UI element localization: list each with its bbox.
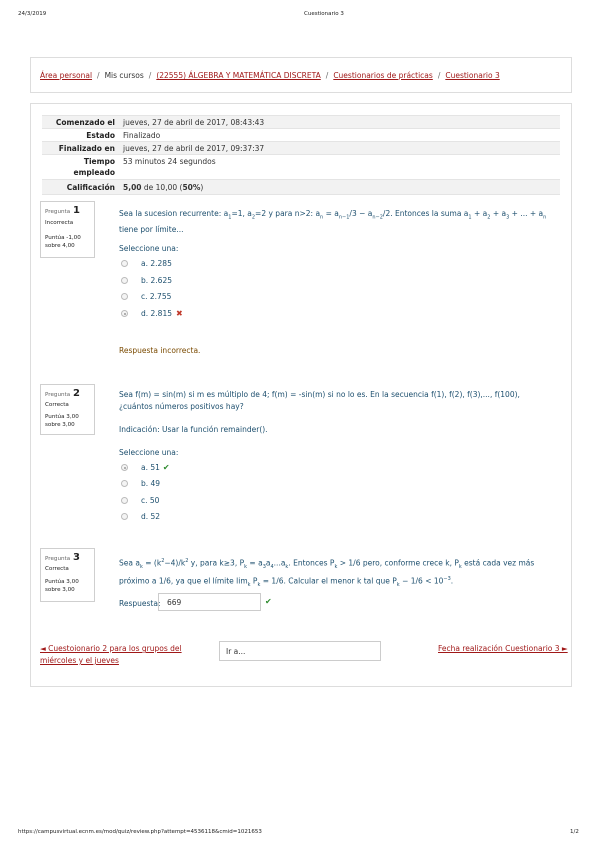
- question-text-3: Sea $a_k = (k^2-4)/k^2$ y, para k≥3, $P_k = a_3a_4...a_k$. Entonces $P_k > 1/6$ pero, conforme crece k, $P_k$ está cada vez más próximo a 1/6, ya que el límite $\lim_k P_k = 1/6$. Calcular el menor k tal que $P_k - 1/6 < 10^{-3}$.: [119, 558, 535, 588]
- incorrect-icon: ✖: [176, 309, 183, 318]
- print-title: Cuestionario 3: [304, 11, 344, 17]
- jump-to-select[interactable]: Ir a...: [219, 641, 381, 661]
- points-max: sobre 4,00: [45, 243, 75, 249]
- option-label: b. 49: [141, 479, 161, 488]
- option-label: a. 2.285: [141, 259, 172, 268]
- question-number: 3: [72, 552, 80, 563]
- print-date: 24/3/2019: [18, 11, 47, 17]
- question-label: Pregunta: [45, 556, 71, 562]
- radio-button[interactable]: [121, 293, 128, 300]
- question-text-2: Sea f(m) = sin(m) si m es múltiplo de 4; f(m) = -sin(m) si no lo es. En la secuencia f(1), f(2), f(3),..., f(100), ¿cuántos números positivos hay?: [119, 390, 520, 411]
- select-label: Seleccione una:: [119, 244, 179, 253]
- points-score: Puntúa 3,00: [45, 579, 79, 585]
- radio-button[interactable]: [121, 497, 128, 504]
- option-label: c. 50: [141, 496, 160, 505]
- question-status: Correcta: [45, 402, 69, 408]
- summary-grade: [123, 183, 203, 192]
- summary-label: Calificación: [66, 183, 115, 192]
- summary-row-estado: [42, 128, 560, 142]
- points-score: Puntúa 3,00: [45, 414, 79, 420]
- prev-activity-link[interactable]: [40, 643, 182, 667]
- radio-button-selected[interactable]: [121, 464, 128, 471]
- question-hint: Indicación: Usar la función remainder().: [119, 425, 268, 434]
- option-label: d. 2.815: [141, 309, 172, 318]
- summary-value: Finalizado: [123, 131, 161, 140]
- correct-check-icon: ✔: [162, 463, 170, 472]
- radio-button[interactable]: [121, 480, 128, 487]
- breadcrumb-separator: /: [148, 71, 152, 80]
- summary-row-calificacion: [42, 179, 560, 195]
- answer-label: Respuesta:: [119, 599, 161, 608]
- prev-activity-line2: miércoles y el jueves: [40, 656, 119, 665]
- breadcrumb-area-personal[interactable]: Área personal: [40, 71, 93, 80]
- question-number: 2: [72, 388, 80, 399]
- breadcrumb-cuestionario-3[interactable]: Cuestionario 3: [445, 71, 500, 80]
- points-max: sobre 3,00: [45, 422, 75, 428]
- question-status: Incorrecta: [45, 220, 74, 226]
- breadcrumb: [40, 71, 500, 80]
- breadcrumb-cuestionarios[interactable]: Cuestionarios de prácticas: [333, 71, 433, 80]
- points-max: sobre 3,00: [45, 587, 75, 593]
- grade-close: ): [200, 183, 204, 192]
- summary-row-comenzado: [42, 115, 560, 129]
- question-label: Pregunta: [45, 392, 71, 398]
- radio-button[interactable]: [121, 277, 128, 284]
- radio-button[interactable]: [121, 513, 128, 520]
- question-text-1: Sea la sucesion recurrente: $a_1=1$, $a_2=2$ y para n>2: $a_n = a_{n-1}/3 - a_{n-2}/2$. Entonces la suma $a_1 + a_2 + a_3$ + ... + $a_n$ tiene por límite...: [119, 209, 547, 234]
- question-points: [45, 234, 90, 250]
- question-info-3: [40, 548, 95, 602]
- question-points: [45, 578, 90, 594]
- grade-score: 5,00: [123, 183, 142, 192]
- question-label: Pregunta: [45, 209, 71, 215]
- option-label: c. 2.755: [141, 292, 172, 301]
- breadcrumb-separator: /: [97, 71, 100, 80]
- question-info-1: [40, 201, 95, 258]
- summary-row-finalizado: [42, 141, 560, 155]
- print-url: https://campusvirtual.ecnm.es/mod/quiz/review.php?attempt=4536118&cmid=1021653: [18, 829, 262, 835]
- breadcrumb-separator: /: [325, 71, 329, 80]
- radio-button[interactable]: [121, 260, 128, 267]
- summary-row-tiempo: [42, 154, 560, 180]
- option-label: d. 52: [141, 512, 161, 521]
- select-label: Seleccione una:: [119, 448, 179, 457]
- breadcrumb-box: [30, 57, 572, 93]
- summary-label: Estado: [86, 131, 115, 140]
- next-activity-link[interactable]: Fecha realización Cuestionario 3 ►: [438, 644, 568, 653]
- summary-label: Comenzado el: [55, 118, 115, 127]
- question-number: 1: [72, 205, 80, 216]
- grade-percent: 50%: [182, 183, 201, 192]
- question-status: Correcta: [45, 566, 69, 572]
- summary-value: jueves, 27 de abril de 2017, 09:37:37: [123, 144, 265, 153]
- question-points: [45, 413, 90, 429]
- points-score: Puntúa -1,00: [45, 235, 81, 241]
- question-info-2: [40, 384, 95, 435]
- option-label: b. 2.625: [141, 276, 172, 285]
- prev-activity-line1: ◄ Cuestoionario 2 para los grupos del: [40, 644, 182, 653]
- summary-label: empleado: [73, 168, 115, 177]
- breadcrumb-separator: /: [437, 71, 441, 80]
- summary-value: jueves, 27 de abril de 2017, 08:43:43: [123, 118, 265, 127]
- grade-of: de 10,00 (: [141, 183, 183, 192]
- correct-check-icon: ✔: [265, 597, 272, 606]
- summary-value: 53 minutos 24 segundos: [123, 157, 216, 166]
- radio-button-selected[interactable]: [121, 310, 128, 317]
- question-feedback: Respuesta incorrecta.: [119, 346, 201, 355]
- summary-label: Tiempo: [83, 157, 115, 166]
- breadcrumb-course[interactable]: (22555) ÁLGEBRA Y MATEMÁTICA DISCRETA: [156, 71, 321, 80]
- breadcrumb-mis-cursos: Mis cursos: [104, 71, 144, 80]
- print-page-number: 1/2: [570, 829, 579, 835]
- summary-label: Finalizado en: [58, 144, 115, 153]
- option-label: a. 51: [141, 463, 160, 472]
- answer-input[interactable]: 669: [158, 593, 261, 611]
